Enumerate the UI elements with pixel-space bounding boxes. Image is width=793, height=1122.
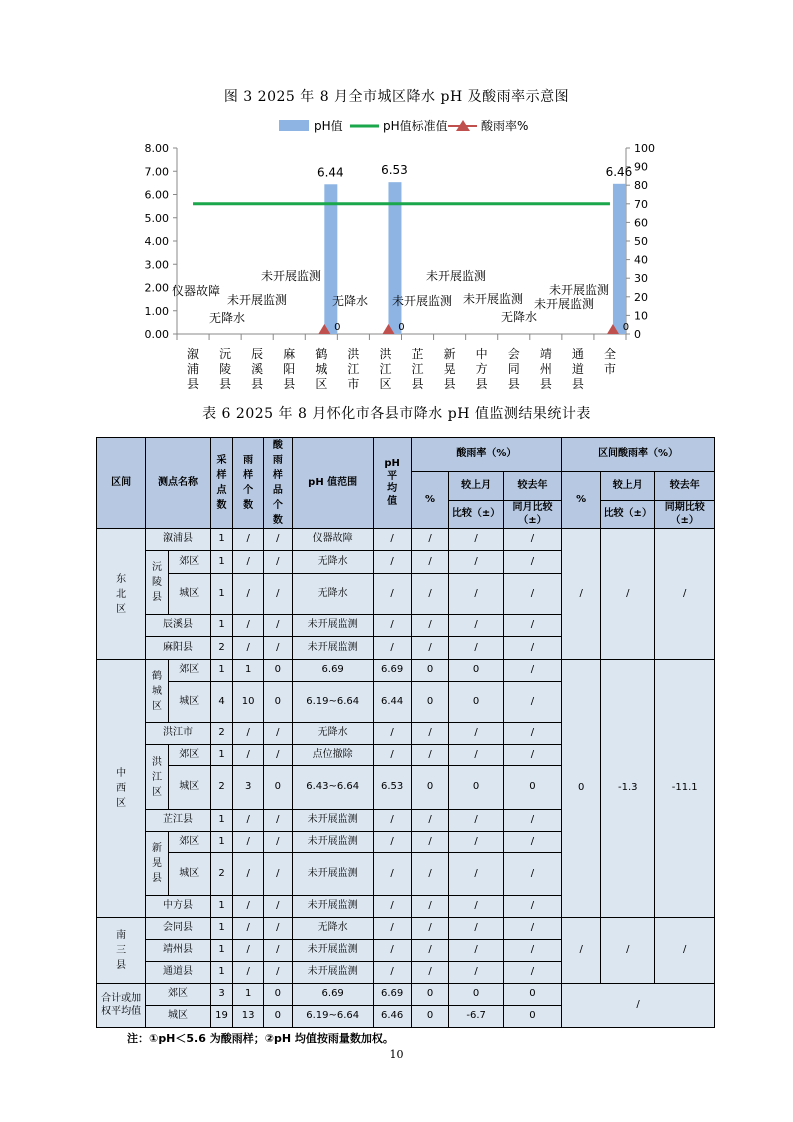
ph-acid-rain-chart	[0, 108, 793, 398]
site-name: 洪江市	[146, 723, 211, 745]
site-group-label: 鹤 城 区	[146, 660, 169, 723]
header-mom: 比较（±）	[449, 501, 503, 529]
table-cell: /	[503, 682, 561, 723]
header-yoy: 同月比较（±）	[503, 501, 561, 529]
table-cell: 0	[449, 682, 503, 723]
table-cell: /	[503, 529, 561, 551]
site-sub-label: 城区	[168, 682, 210, 723]
legend-item: pH值标准值	[383, 119, 448, 133]
table-cell: /	[503, 660, 561, 682]
site-group-label: 新 晃 县	[146, 832, 169, 896]
category-label: 通道县	[571, 347, 584, 391]
chart-annotation: 无降水	[331, 294, 369, 308]
table-cell: /	[449, 745, 503, 766]
region-label: 东 北 区	[97, 529, 146, 660]
table-cell: /	[233, 529, 264, 551]
site-name: 通道县	[146, 962, 211, 984]
category-label: 麻阳县	[283, 347, 296, 391]
table-cell: /	[449, 574, 503, 615]
site-name: 芷江县	[146, 810, 211, 832]
table-cell: /	[264, 637, 293, 660]
table-cell: /	[373, 529, 411, 551]
zone-value: -1.3	[601, 660, 655, 918]
site-sub-label: 郊区	[168, 745, 210, 766]
table-cell: /	[503, 551, 561, 574]
y-tick-label: 6.00	[144, 188, 169, 202]
bar-value-label: 6.46	[605, 164, 633, 179]
table-cell: /	[373, 551, 411, 574]
table-cell: 0	[411, 682, 449, 723]
table-cell: 0	[264, 660, 293, 682]
table-cell: 2	[210, 853, 233, 896]
table-cell: 无降水	[292, 723, 373, 745]
table-cell: /	[373, 637, 411, 660]
table-cell: 0	[449, 984, 503, 1006]
zone-value: /	[601, 529, 655, 660]
table-cell: 1	[233, 660, 264, 682]
table-cell: 点位撤除	[292, 745, 373, 766]
site-sub-label: 城区	[168, 574, 210, 615]
y2-tick-label: 60	[634, 216, 648, 230]
table-cell: /	[503, 918, 561, 940]
table-cell: /	[503, 637, 561, 660]
header-region: 区间	[97, 438, 146, 529]
table-cell: /	[503, 574, 561, 615]
table-cell: /	[233, 615, 264, 637]
header-acid-rate: 酸雨率（%）	[411, 438, 562, 472]
table-cell: 未开展监测	[292, 853, 373, 896]
header-pct: %	[411, 472, 449, 529]
category-label: 洪江市	[347, 347, 360, 391]
y2-tick-label: 40	[634, 253, 648, 267]
header-zone-mom: 比较（±）	[601, 501, 655, 529]
table-cell: /	[411, 615, 449, 637]
table-cell: /	[264, 832, 293, 853]
category-label: 沅陵县	[219, 347, 232, 391]
header-avg: pH 平 均 值	[373, 438, 411, 529]
table-cell: 3	[233, 766, 264, 810]
site-name: 靖州县	[146, 940, 211, 962]
table-cell: 2	[210, 723, 233, 745]
header-samples: 采 样 点 数	[210, 438, 233, 529]
table-cell: /	[373, 615, 411, 637]
table-cell: /	[264, 896, 293, 918]
zone-value: 0	[562, 660, 601, 918]
table-cell: /	[503, 615, 561, 637]
table-cell: /	[264, 529, 293, 551]
table-cell: /	[503, 723, 561, 745]
zone-value: /	[601, 918, 655, 984]
zone-value: /	[562, 918, 601, 984]
y2-tick-label: 80	[634, 179, 648, 193]
table-cell: /	[449, 637, 503, 660]
site-name: 麻阳县	[146, 637, 211, 660]
table-cell: /	[411, 940, 449, 962]
table-cell: /	[233, 832, 264, 853]
table-cell: /	[449, 853, 503, 896]
table-cell: 6.44	[373, 682, 411, 723]
table-cell: 1	[210, 551, 233, 574]
header-mom: 较上月	[449, 472, 503, 501]
table-cell: /	[264, 723, 293, 745]
table-cell: 仪器故障	[292, 529, 373, 551]
table-note: 注：①pH＜5.6 为酸雨样；②pH 均值按雨量数加权。	[127, 1032, 394, 1045]
totals-zone-value: /	[562, 984, 715, 1028]
table-cell: /	[233, 918, 264, 940]
table-cell: /	[233, 551, 264, 574]
bar-value-label: 6.44	[316, 165, 344, 180]
page-number: 10	[389, 1048, 404, 1061]
totals-sub-label: 城区	[146, 1006, 211, 1028]
table-cell: /	[411, 810, 449, 832]
table-cell: /	[449, 940, 503, 962]
table-cell: /	[411, 574, 449, 615]
table-cell: /	[449, 551, 503, 574]
y2-tick-label: 90	[634, 160, 648, 174]
table-cell: /	[449, 529, 503, 551]
table-cell: /	[233, 574, 264, 615]
table-cell: 未开展监测	[292, 637, 373, 660]
table-cell: /	[264, 918, 293, 940]
header-acid: 酸 雨 样 品 个 数	[264, 438, 293, 529]
y2-tick-label: 70	[634, 197, 648, 211]
table-cell: /	[411, 832, 449, 853]
table-cell: 1	[210, 574, 233, 615]
table-cell: /	[411, 896, 449, 918]
table-cell: /	[411, 918, 449, 940]
y-tick-label: 4.00	[144, 235, 169, 248]
table-cell: /	[449, 723, 503, 745]
y2-tick-label: 0	[634, 328, 641, 341]
table-cell: /	[373, 853, 411, 896]
y-tick-label: 1.00	[144, 304, 169, 318]
table-cell: 2	[210, 766, 233, 810]
table-cell: 未开展监测	[292, 615, 373, 637]
chart-annotation: 未开展监测	[391, 294, 453, 308]
table-cell: /	[411, 637, 449, 660]
table-cell: 1	[210, 810, 233, 832]
y2-tick-label: 10	[634, 309, 648, 323]
chart-annotation: 未开展监测	[425, 269, 487, 283]
header-zone-yoy: 较去年	[655, 472, 715, 501]
site-name: 溆浦县	[146, 529, 211, 551]
header-zone-rate: 区间酸雨率（%）	[562, 438, 715, 472]
site-name: 中方县	[146, 896, 211, 918]
table-cell: /	[373, 918, 411, 940]
table-cell: 6.53	[373, 766, 411, 810]
table-cell: /	[233, 810, 264, 832]
table-cell: /	[503, 940, 561, 962]
table-cell: 0	[503, 984, 561, 1006]
table-cell: 4	[210, 682, 233, 723]
totals-label: 合计或加 权平均值	[97, 984, 146, 1028]
category-label: 溆浦县	[187, 347, 200, 391]
table-cell: 1	[210, 940, 233, 962]
table-cell: 0	[264, 984, 293, 1006]
category-label: 辰溪县	[251, 347, 264, 391]
table-cell: 0	[411, 660, 449, 682]
table-cell: /	[411, 551, 449, 574]
zone-value: -11.1	[655, 660, 715, 918]
table-cell: /	[449, 896, 503, 918]
table-cell: 6.69	[373, 984, 411, 1006]
zone-value: /	[562, 529, 601, 660]
table-cell: /	[503, 810, 561, 832]
category-label: 洪江区	[379, 347, 392, 391]
table-cell: 0	[449, 660, 503, 682]
table-cell: /	[233, 745, 264, 766]
table-cell: 1	[210, 832, 233, 853]
site-group-label: 洪 江 区	[146, 745, 169, 810]
table-cell: /	[233, 962, 264, 984]
table-cell: 未开展监测	[292, 940, 373, 962]
y2-tick-label: 20	[634, 290, 648, 304]
table-cell: /	[264, 615, 293, 637]
table-cell: 1	[210, 918, 233, 940]
legend-bar-swatch	[279, 120, 309, 131]
table-cell: 10	[233, 682, 264, 723]
category-label: 鹤城区	[315, 347, 328, 391]
table-cell: 无降水	[292, 574, 373, 615]
table-cell: 未开展监测	[292, 810, 373, 832]
category-label: 会同县	[507, 347, 520, 391]
table-cell: 1	[210, 615, 233, 637]
category-label: 靖州县	[539, 347, 552, 391]
y-tick-label: 3.00	[144, 258, 169, 272]
header-yoy: 较去年	[503, 472, 561, 501]
chart-annotation: 未开展监测	[462, 292, 524, 306]
table-cell: /	[503, 896, 561, 918]
table-title: 表 6 2025 年 8 月怀化市各县市降水 pH 值监测结果统计表	[202, 406, 591, 422]
table-cell: /	[264, 745, 293, 766]
table-cell: 6.46	[373, 1006, 411, 1028]
y-tick-label: 0.00	[144, 328, 169, 341]
table-cell: 3	[210, 984, 233, 1006]
table-cell: 1	[210, 896, 233, 918]
ph-results-table	[96, 437, 715, 1028]
category-label: 全市	[603, 347, 616, 376]
table-cell: /	[233, 853, 264, 896]
zone-value: /	[655, 529, 715, 660]
table-cell: /	[233, 723, 264, 745]
table-cell: 6.69	[373, 660, 411, 682]
header-site: 测点名称	[146, 438, 211, 529]
table-cell: 1	[210, 745, 233, 766]
table-cell: 未开展监测	[292, 962, 373, 984]
table-cell: 6.43~6.64	[292, 766, 373, 810]
site-sub-label: 郊区	[168, 832, 210, 853]
table-cell: /	[373, 896, 411, 918]
region-label: 南 三 县	[97, 918, 146, 984]
table-cell: /	[264, 962, 293, 984]
table-cell: /	[264, 551, 293, 574]
ph-bar	[324, 184, 337, 334]
table-cell: 0	[503, 766, 561, 810]
table-cell: /	[449, 918, 503, 940]
table-cell: /	[373, 723, 411, 745]
site-name: 辰溪县	[146, 615, 211, 637]
y2-tick-label: 30	[634, 272, 648, 286]
legend-item: 酸雨率%	[481, 119, 529, 133]
table-cell: 19	[210, 1006, 233, 1028]
table-cell: /	[411, 723, 449, 745]
table-cell: 6.19~6.64	[292, 1006, 373, 1028]
table-cell: /	[373, 832, 411, 853]
category-label: 芷江县	[411, 347, 424, 391]
table-cell: /	[449, 832, 503, 853]
site-sub-label: 郊区	[168, 660, 210, 682]
table-cell: 无降水	[292, 551, 373, 574]
y-tick-label: 2.00	[144, 281, 169, 295]
y-tick-label: 5.00	[144, 211, 169, 225]
table-cell: 6.19~6.64	[292, 682, 373, 723]
table-cell: /	[373, 745, 411, 766]
site-sub-label: 城区	[168, 766, 210, 810]
bar-value-label: 6.53	[381, 163, 408, 178]
table-cell: /	[264, 810, 293, 832]
table-cell: 无降水	[292, 918, 373, 940]
header-zone-mom: 较上月	[601, 472, 655, 501]
table-cell: /	[373, 574, 411, 615]
table-cell: /	[411, 962, 449, 984]
ph-bar	[613, 184, 626, 334]
acid-rate-label: 0	[622, 322, 630, 333]
table-cell: 6.69	[292, 984, 373, 1006]
table-cell: /	[503, 832, 561, 853]
table-cell: 1	[210, 962, 233, 984]
table-cell: /	[411, 745, 449, 766]
table-cell: /	[411, 529, 449, 551]
chart-annotation: 仪器故障	[171, 284, 221, 298]
table-cell: 未开展监测	[292, 832, 373, 853]
table-cell: 0	[264, 766, 293, 810]
figure-title: 图 3 2025 年 8 月全市城区降水 pH 及酸雨率示意图	[223, 89, 570, 105]
legend-item: pH值	[314, 119, 343, 133]
header-rain: 雨 样 个 数	[233, 438, 264, 529]
table-cell: /	[264, 853, 293, 896]
zone-value: /	[655, 918, 715, 984]
site-sub-label: 郊区	[168, 551, 210, 574]
table-cell: 1	[233, 984, 264, 1006]
chart-annotation: 无降水	[500, 310, 538, 324]
table-cell: /	[233, 637, 264, 660]
table-cell: /	[449, 962, 503, 984]
table-cell: /	[233, 940, 264, 962]
chart-annotation: 未开展监测	[226, 293, 288, 307]
table-cell: 1	[210, 529, 233, 551]
table-cell: 0	[264, 682, 293, 723]
table-cell: /	[503, 745, 561, 766]
chart-annotation: 无降水	[208, 311, 246, 325]
header-zone-pct: %	[562, 472, 601, 529]
table-cell: /	[373, 940, 411, 962]
table-cell: /	[449, 810, 503, 832]
table-cell: -6.7	[449, 1006, 503, 1028]
table-cell: /	[411, 853, 449, 896]
region-label: 中 西 区	[97, 660, 146, 918]
site-name: 会同县	[146, 918, 211, 940]
table-cell: 未开展监测	[292, 896, 373, 918]
site-group-label: 沅 陵 县	[146, 551, 169, 615]
category-label: 中方县	[475, 347, 488, 391]
y2-tick-label: 100	[634, 142, 655, 155]
table-cell: 0	[503, 1006, 561, 1028]
table-cell: /	[503, 853, 561, 896]
table-cell: /	[264, 574, 293, 615]
table-cell: 2	[210, 637, 233, 660]
acid-rate-label: 0	[398, 322, 405, 333]
y-tick-label: 8.00	[144, 142, 169, 155]
table-cell: 0	[411, 766, 449, 810]
chart-annotation: 未开展监测	[548, 283, 610, 297]
acid-rate-label: 0	[334, 322, 341, 333]
header-range: pH 值范围	[292, 438, 373, 529]
table-cell: 6.69	[292, 660, 373, 682]
table-cell: /	[373, 810, 411, 832]
table-cell: /	[264, 940, 293, 962]
table-cell: /	[449, 615, 503, 637]
chart-annotation: 未开展监测	[260, 269, 322, 283]
table-cell: 1	[210, 660, 233, 682]
header-zone-yoy: 同期比较（±）	[655, 501, 715, 529]
chart-annotation: 未开展监测	[533, 297, 595, 311]
table-cell: 0	[264, 1006, 293, 1028]
category-label: 新晃县	[443, 347, 456, 391]
table-cell: /	[503, 962, 561, 984]
table-cell: 0	[411, 1006, 449, 1028]
table-cell: /	[373, 962, 411, 984]
site-sub-label: 城区	[168, 853, 210, 896]
table-cell: 0	[449, 766, 503, 810]
table-cell: 0	[411, 984, 449, 1006]
y-tick-label: 7.00	[144, 165, 169, 179]
totals-sub-label: 郊区	[146, 984, 211, 1006]
y2-tick-label: 50	[634, 235, 648, 248]
table-cell: /	[233, 896, 264, 918]
table-cell: 13	[233, 1006, 264, 1028]
